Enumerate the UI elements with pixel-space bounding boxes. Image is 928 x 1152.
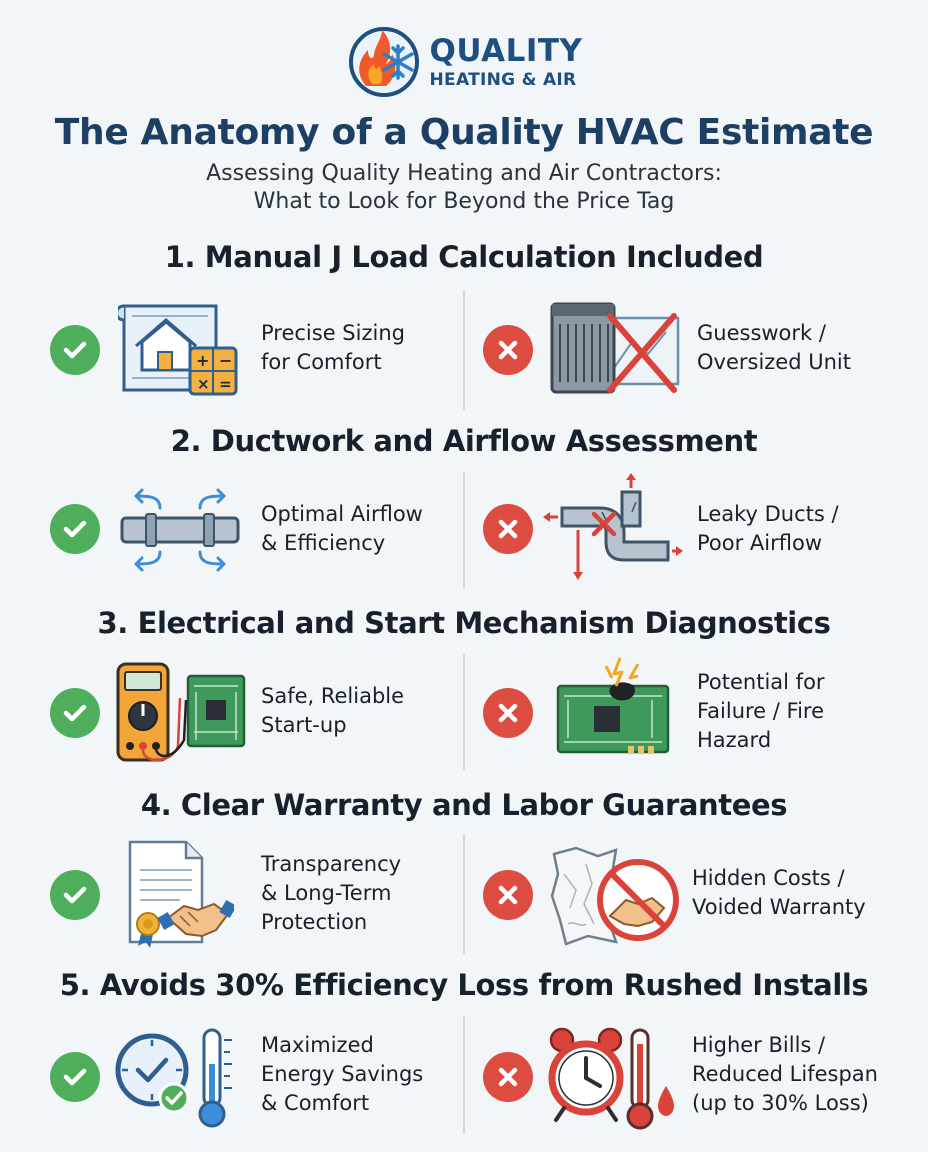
section-5-row [0, 1016, 928, 1138]
section-5-bad-label: Higher Bills / Reduced Lifespan (up to 30% Loss) [692, 1033, 878, 1115]
x-icon [483, 1052, 533, 1102]
section-1-row [0, 290, 928, 410]
check-icon [50, 1052, 100, 1102]
section-2-bad-label: Leaky Ducts / Poor Airflow [697, 502, 839, 555]
subtitle-line-1: Assessing Quality Heating and Air Contractors: [206, 161, 722, 186]
check-icon [50, 688, 100, 738]
x-icon [483, 688, 533, 738]
brand-tagline: HEATING & AIR [429, 69, 577, 90]
section-divider [463, 290, 465, 410]
check-icon [50, 870, 100, 920]
alarm-clock-hot-thermometer-icon [546, 1026, 678, 1130]
section-2-title: 2. Ductwork and Airflow Assessment [170, 424, 758, 458]
section-3-bad-label: Potential for Failure / Fire Hazard [697, 670, 825, 752]
section-divider [463, 654, 465, 770]
crossed-out-ac-unit-icon [548, 298, 682, 402]
section-3-title: 3. Electrical and Start Mechanism Diagnostics [97, 606, 831, 640]
multimeter-circuit-board-icon [114, 660, 248, 766]
x-icon [483, 870, 533, 920]
section-4-row [0, 834, 928, 956]
section-divider [463, 1016, 465, 1134]
svg-text:×: × [197, 375, 210, 393]
section-4-bad-label: Hidden Costs / Voided Warranty [692, 866, 866, 919]
section-5-good-label: Maximized Energy Savings & Comfort [261, 1033, 424, 1115]
section-4-title: 4. Clear Warranty and Labor Guarantees [140, 788, 788, 822]
crumpled-document-no-handshake-icon [546, 844, 682, 948]
section-divider [463, 472, 465, 588]
burnt-circuit-board-icon [554, 656, 674, 760]
subtitle-line-2: What to Look for Beyond the Price Tag [253, 189, 675, 214]
flame-snowflake-icon [346, 24, 422, 100]
straight-duct-airflow-icon [118, 482, 242, 578]
section-4-good-label: Transparency & Long-Term Protection [261, 852, 402, 934]
brand-logo [0, 22, 928, 102]
section-3-good-label: Safe, Reliable Start-up [261, 684, 405, 737]
svg-text:−: − [219, 351, 233, 370]
section-5-title: 5. Avoids 30% Efficiency Loss from Rushed Installs [59, 968, 869, 1002]
section-3-row [0, 654, 928, 772]
section-1-title: 1. Manual J Load Calculation Included [164, 240, 764, 274]
section-1-good-label: Precise Sizing for Comfort [261, 321, 405, 374]
svg-text:+: + [196, 351, 210, 370]
x-icon [483, 325, 533, 375]
brand-name: QUALITY [429, 32, 583, 69]
blueprint-calculator-icon [118, 298, 242, 402]
leaky-duct-icon [540, 472, 684, 588]
section-1-bad-label: Guesswork / Oversized Unit [697, 321, 851, 374]
section-divider [463, 834, 465, 954]
certificate-handshake-icon [124, 838, 234, 952]
svg-text:=: = [219, 375, 232, 393]
page-subtitle [0, 160, 928, 216]
page-title: The Anatomy of a Quality HVAC Estimate [54, 112, 874, 153]
clock-thermometer-check-icon [114, 1024, 246, 1130]
section-2-row [0, 472, 928, 590]
x-icon [483, 504, 533, 554]
check-icon [50, 325, 100, 375]
section-2-good-label: Optimal Airflow & Efficiency [261, 502, 423, 555]
check-icon [50, 504, 100, 554]
